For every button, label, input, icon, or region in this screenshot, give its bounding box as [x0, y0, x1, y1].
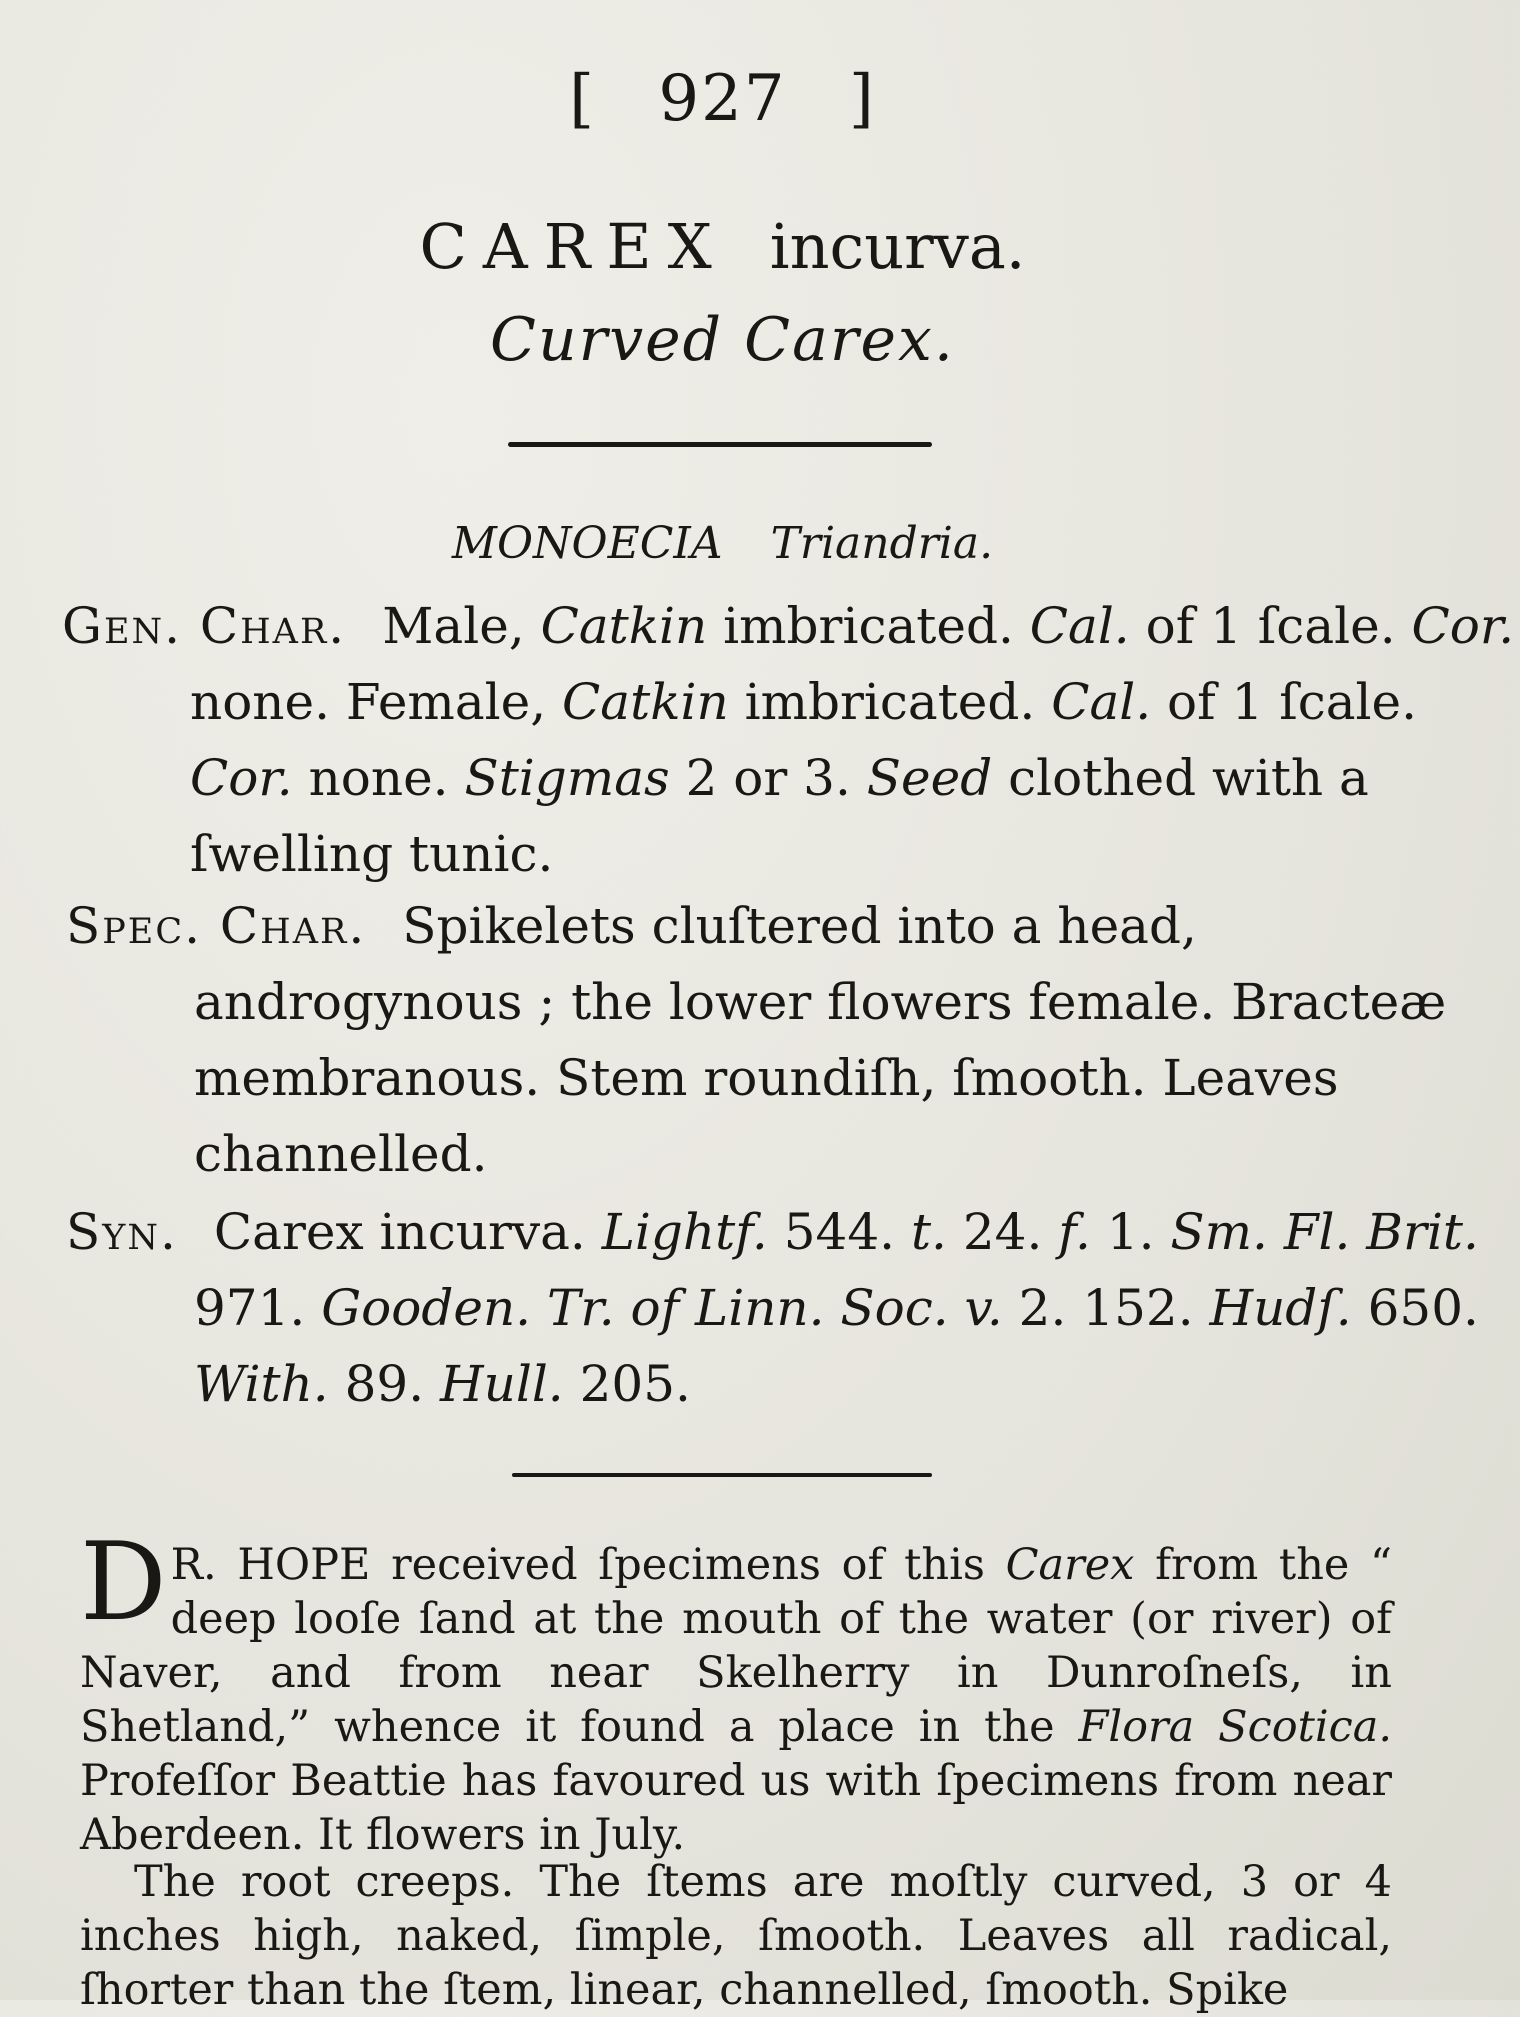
generic-character-segment: Cal.	[1051, 673, 1152, 731]
paragraph-1-segment: Carex	[1005, 1540, 1135, 1590]
synonym-segment: 24.	[946, 1203, 1059, 1261]
synonym-segment: 2. 152.	[1002, 1279, 1210, 1337]
generic-character-label: Gen. Char.	[62, 597, 347, 655]
paragraph-1-text	[80, 1520, 1393, 1860]
species-epithet: incurva.	[769, 210, 1026, 283]
species-title	[0, 210, 1445, 283]
synonym-segment: Hull.	[440, 1355, 564, 1413]
synonym-segment: Hudſ.	[1209, 1279, 1352, 1337]
synonym-segment: 544.	[767, 1203, 911, 1261]
synonyms	[66, 1194, 1520, 1422]
synonym-segment: 971.	[194, 1279, 322, 1337]
synonym-segment: Sm. Fl. Brit.	[1170, 1203, 1479, 1261]
synonym-segment: Gooden. Tr. of Linn. Soc. v.	[321, 1279, 1003, 1337]
generic-character-segment: Male,	[382, 597, 541, 655]
generic-character-segment: imbricated.	[728, 673, 1052, 731]
synonym-segment: 205.	[563, 1355, 691, 1413]
paragraph-1-segment: Profeſſor Beattie has favoured us with ſpecimens from near Aberdeen. It flowers in July.	[80, 1756, 1392, 1860]
generic-character-segment: of 1 ſcale.	[1129, 597, 1412, 655]
specific-character-text: Spikelets cluſtered into a head, androgynous ; the lower flowers female. Bracteæ membranous. Stem roundiſh, ſmooth. Leaves channelled.	[194, 897, 1447, 1183]
generic-character-segment: none.	[292, 749, 465, 807]
generic-character-segment: Catkin	[540, 597, 708, 655]
synonym-segment: f.	[1058, 1203, 1091, 1261]
generic-character-segment: imbricated.	[707, 597, 1030, 655]
synonyms-text	[194, 1203, 1479, 1413]
specific-character	[66, 888, 1520, 1192]
genus-name: CAREX	[419, 210, 728, 283]
generic-character-segment: Seed	[866, 749, 993, 807]
synonyms-label: Syn.	[66, 1203, 178, 1261]
generic-character-segment: of 1 ſcale.	[1151, 673, 1418, 731]
paragraph-1-segment: R. HOPE received ſpecimens of this	[170, 1540, 1006, 1590]
generic-character-segment: 2 or 3.	[669, 749, 867, 807]
synonym-segment: With.	[194, 1355, 329, 1413]
generic-character-segment: clothed with a ſwelling tunic.	[190, 749, 1369, 883]
generic-character-segment: Catkin	[562, 673, 729, 731]
synonym-segment: t.	[910, 1203, 947, 1261]
paragraph-1-segment: Flora Scotica.	[1078, 1702, 1393, 1752]
synonym-segment: 1.	[1090, 1203, 1171, 1261]
generic-character-segment: Cor.	[1411, 597, 1515, 655]
generic-character-segment: none. Female,	[190, 673, 563, 731]
linnaean-order: Triandria.	[770, 518, 994, 569]
generic-character	[62, 588, 1520, 892]
generic-character-segment: Cal.	[1029, 597, 1130, 655]
generic-character-segment: Stigmas	[464, 749, 670, 807]
paragraph-1-segment: from the “ deep looſe ſand at the mouth of the water (or river) of Naver, and from near Skelherry in Dunroſneſs, in Shetland,” whence it found a place in the	[80, 1540, 1393, 1752]
synonym-segment: 650.	[1351, 1279, 1479, 1337]
common-name: Curved Carex.	[490, 305, 955, 375]
generic-character-text	[190, 597, 1514, 883]
drop-cap: D	[80, 1520, 167, 1645]
description-paragraph-2: The root creeps. The ſtems are moſtly curved, 3 or 4 inches high, naked, ſimple, ſmooth. Leaves all radical, ſhorter than the ſtem, linear, channelled, ſmooth. Spike	[80, 1857, 1392, 2015]
linnaean-class: MONOECIA	[451, 518, 723, 569]
description-paragraph-1	[80, 1520, 1393, 1862]
classification-line	[0, 518, 1445, 569]
synonym-segment: 89.	[328, 1355, 441, 1413]
title-divider	[508, 442, 932, 447]
specific-character-label: Spec. Char.	[66, 897, 367, 955]
synonym-segment: Lightf.	[601, 1203, 768, 1261]
synonym-segment: Carex incurva.	[213, 1203, 602, 1261]
generic-character-segment: Cor.	[190, 749, 293, 807]
page-number: [ 927 ]	[569, 62, 876, 136]
section-divider	[512, 1473, 932, 1477]
